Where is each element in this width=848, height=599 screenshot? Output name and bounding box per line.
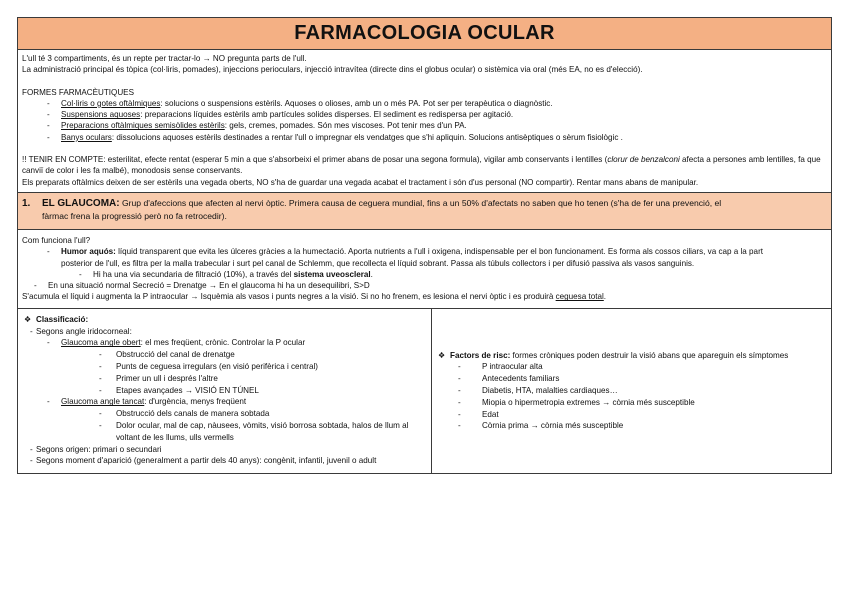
uveoscleral-item (22, 269, 827, 280)
factor-text: Còrnia prima → còrnia més susceptible (482, 421, 624, 431)
dash-icon: - (47, 121, 50, 131)
factor-item (436, 385, 827, 397)
classificacio-heading: Classificació: (36, 314, 89, 324)
tenir-italic: clorur de benzalconi (607, 155, 680, 165)
factor-item (436, 373, 827, 385)
obert-subitem (22, 349, 427, 361)
tenir-line-2: Els preparats oftàlmics deixen de ser estèrils una vegada oberts, NO s'ha de guardar una vegada acabat el tractament i són d'us personal (NO compartir). Rentar mans abans de manipular. (22, 177, 699, 187)
glaucoma-text-2: fàrmac frena la progressió però no fa retrocedir). (42, 211, 227, 222)
dash-icon: - (458, 397, 461, 407)
formes-item (22, 132, 827, 143)
tancat-item (22, 396, 427, 408)
obert-subitem-text: Etapes avançades → VISIÓ EN TÚNEL (116, 385, 259, 395)
tancat-text: : d'urgència, menys freqüent (144, 397, 247, 407)
tancat-subitem-text: Dolor ocular, mal de cap, nàusees, vòmits, visió borrosa sobtada, halos de llum al (116, 420, 409, 430)
glaucoma-header (17, 193, 832, 230)
glaucoma-text: Grup d'afeccions que afecten al nervi òptic. Primera causa de ceguera mundial, fins a un 50% d'afectats no saben que ho tenen (s'ha de fer una prevenció, el (119, 197, 722, 208)
obert-term: Glaucoma angle obert (61, 338, 141, 348)
humor-text: líquid transparent que evita les úlceres gràcies a la humectació. Aporta nutrients a l'ull i oxigena, indispensable per el bon funcionament. Es forma als cossos ciliars, va cap a la part (115, 247, 764, 257)
tancat-term: Glaucoma angle tancat (61, 397, 145, 407)
humor-item (22, 246, 827, 269)
formes-term: Banys oculars (61, 132, 112, 142)
formes-item (22, 98, 827, 109)
tenir-en-compte (22, 154, 827, 177)
tenir-text-b: afecta a persones amb lentilles, fa que canviï de color i les fa malbé), monodosis sense conservants. (22, 155, 821, 176)
uveo-text-c: . (370, 269, 373, 279)
obert-subitem (22, 361, 427, 373)
intro-line-2: La administració principal és tòpica (col·liris, pomades), injeccions perioculars, injecció intravítea (directe dins el globus ocular) o sistèmica via oral (més EA, no es d'elecció). (22, 65, 643, 75)
factors-heading: Factors de risc: (450, 350, 511, 360)
tancat-subitem-text: Obstrucció dels canals de manera sobtada (116, 409, 270, 419)
tenir-text-a: !! TENIR EN COMPTE: esterilitat, efecte rentat (esperar 5 min a que s'absorbeixi el primer abans de posar una segona formula), vigilar amb conservants i lentilles ( (22, 155, 608, 165)
formes-term: Col·liris o gotes oftàlmiques (61, 98, 161, 108)
diamond-bullet-icon: ❖ (24, 314, 32, 324)
factor-text: P intraocular alta (482, 362, 543, 372)
humor-term: Humor aquós: (61, 247, 116, 257)
page-title: FARMACOLOGIA OCULAR (294, 22, 555, 44)
factors-heading-row (436, 350, 827, 362)
dash-icon: - (99, 420, 102, 430)
humor-text-2: posterior de l'ull, es filtra per la malla trabecular i surt pel canal de Schlemm, que recollecta el líquid sobrant. Passa als túbuls collectors i per difusió passiva als vasos sanguinis. (61, 258, 695, 268)
tancat-subitem (22, 408, 427, 420)
section-number: 1. (22, 197, 31, 209)
classificacio-table (17, 309, 832, 474)
dash-icon: - (47, 110, 50, 120)
factor-item (436, 361, 827, 373)
formes-text: : preparacions líquides estèrils amb partícules solides disperses. El sediment es redispersa per agitació. (140, 110, 514, 120)
origen-text: Segons origen: primari o secundari (36, 444, 162, 454)
dash-icon: - (458, 409, 461, 419)
formes-term: Preparacions oftàlmiques semisòlides estèrils (61, 121, 225, 131)
dash-icon: - (99, 350, 102, 360)
dash-icon: - (47, 397, 50, 407)
acumula-end: . (603, 292, 607, 302)
obert-subitem (22, 385, 427, 397)
glaucoma-heading: EL GLAUCOMA: (42, 197, 120, 209)
formes-text: : solucions o suspensions estèrils. Aquoses o olioses, amb un o més PA. Pot ser per terapèutica o diagnòstic. (160, 98, 553, 108)
classificacio-heading-row (22, 314, 427, 326)
formes-text: : gels, cremes, pomades. Són mes viscoses. Pot tenir mes d'un PA. (224, 121, 467, 131)
dash-icon: - (458, 362, 461, 372)
classificacio-cell (18, 309, 432, 473)
factor-item (436, 409, 827, 421)
dash-icon: - (30, 444, 33, 454)
formes-heading: FORMES FARMACÈUTIQUES (22, 87, 134, 97)
dash-icon: - (30, 326, 33, 336)
angle-text: Segons angle iridocorneal: (36, 326, 132, 336)
factor-item (436, 397, 827, 409)
factor-text: Diabetis, HTA, malalties cardiaques… (482, 386, 618, 396)
obert-item (22, 337, 427, 349)
angle-item (22, 326, 427, 338)
dash-icon: - (30, 456, 33, 466)
diamond-bullet-icon: ❖ (438, 350, 446, 360)
moment-text: Segons moment d'aparició (generalment a partir dels 40 anys): congènit, infantil, juvenil o adult (36, 456, 377, 466)
factors-cell (432, 309, 831, 473)
obert-subitem (22, 373, 427, 385)
dash-icon: - (47, 98, 50, 108)
obert-text: : el mes freqüent, crònic. Controlar la P ocular (140, 338, 306, 348)
situacio-item (22, 280, 827, 291)
formes-text: : dissolucions aquoses estèrils destinades a rentar l'ull o impregnar els vendatges que s'hi apliquin. Solucions antisèptiques o sèrum fisiològic . (111, 132, 623, 142)
acumula-text: S'acumula el líquid i augmenta la P intraocular → Isquèmia als vasos i punts negres a la visió. Si no ho frenem, es lesiona el nervi òptic i es produirà (22, 292, 556, 302)
acumula-line (22, 291, 827, 302)
dash-icon: - (79, 269, 82, 279)
formes-term: Suspensions aquoses (61, 110, 141, 120)
dash-icon: - (458, 386, 461, 396)
dash-icon: - (99, 409, 102, 419)
dash-icon: - (99, 361, 102, 371)
uveo-bold: sistema uveoscleral (293, 269, 371, 279)
uveo-text-a: Hi ha una via secundaria de filtració (10%), a través del (93, 269, 294, 279)
dash-icon: - (34, 281, 37, 291)
factor-text: Antecedents familiars (482, 374, 560, 384)
origen-item (22, 444, 427, 456)
dash-icon: - (99, 373, 102, 383)
obert-subitem-text: Obstrucció del canal de drenatge (116, 350, 235, 360)
moment-item (22, 455, 427, 467)
title-box (17, 17, 832, 50)
dash-icon: - (458, 374, 461, 384)
tancat-subitem (22, 420, 427, 444)
dash-icon: - (458, 421, 461, 431)
dash-icon: - (47, 338, 50, 348)
dash-icon: - (99, 385, 102, 395)
factor-text: Miopia o hipermetropia extremes → còrnia més susceptible (482, 397, 695, 407)
factors-text: formes cròniques poden destruir la visió abans que apareguin els símptomes (510, 350, 789, 360)
dash-icon: - (47, 132, 50, 142)
obert-subitem-text: Primer un ull i després l'altre (116, 373, 218, 383)
formes-item (22, 109, 827, 120)
dash-icon: - (47, 247, 50, 257)
formes-item (22, 120, 827, 131)
obert-subitem-text: Punts de ceguesa irregulars (en visió perifèrica i central) (116, 361, 318, 371)
factor-item (436, 420, 827, 432)
acumula-underline: ceguesa total (555, 292, 604, 302)
document-page (17, 17, 832, 474)
tancat-subitem-text-2: voltant de les llums, ulls vermells (116, 432, 234, 442)
funciona-question: Com funciona l'ull? (22, 235, 91, 245)
intro-line-1: L'ull té 3 compartiments, és un repte per tractar-lo → NO pregunta parts de l'ull. (22, 54, 307, 63)
factor-text: Edat (482, 409, 499, 419)
situacio-text: En una situació normal Secreció = Drenatge → En el glaucoma hi ha un desequilibri, S>D (48, 281, 370, 291)
intro-section (17, 50, 832, 193)
funciona-section (17, 230, 832, 309)
